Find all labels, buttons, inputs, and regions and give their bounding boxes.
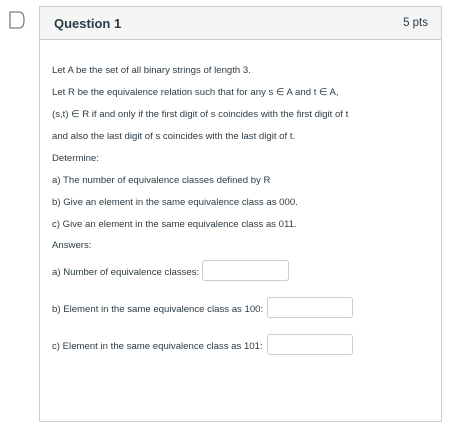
question-text-line: Let R be the equivalence relation such that for any s ∈ A and t ∈ A,	[52, 87, 339, 98]
answer-input-c[interactable]	[267, 334, 353, 355]
question-text-line: Let A be the set of all binary strings of length 3.	[52, 65, 251, 76]
question-text-line: Determine:	[52, 153, 99, 164]
answers-heading: Answers:	[52, 240, 92, 251]
answer-label-a: a) Number of equivalence classes:	[52, 267, 200, 278]
question-text-line: (s,t) ∈ R if and only if the first digit of s coincides with the first digit of t	[52, 109, 349, 120]
answer-input-b[interactable]	[267, 297, 353, 318]
question-text-line: c) Give an element in the same equivalence class as 011.	[52, 219, 297, 230]
bookmark-flag-icon[interactable]	[7, 9, 27, 31]
question-title: Question 1	[54, 15, 122, 31]
question-text-line: b) Give an element in the same equivalence class as 000.	[52, 197, 298, 208]
question-text-line: a) The number of equivalence classes defined by R	[52, 175, 271, 186]
question-points: 5 pts	[403, 17, 428, 29]
question-header	[40, 7, 441, 40]
answer-label-c: c) Element in the same equivalence class as 101:	[52, 341, 263, 352]
answer-input-a[interactable]	[202, 260, 289, 281]
question-card	[39, 6, 442, 422]
question-text-line: and also the last digit of s coincides with the last digit of t.	[52, 131, 296, 142]
answer-label-b: b) Element in the same equivalence class as 100:	[52, 304, 264, 315]
